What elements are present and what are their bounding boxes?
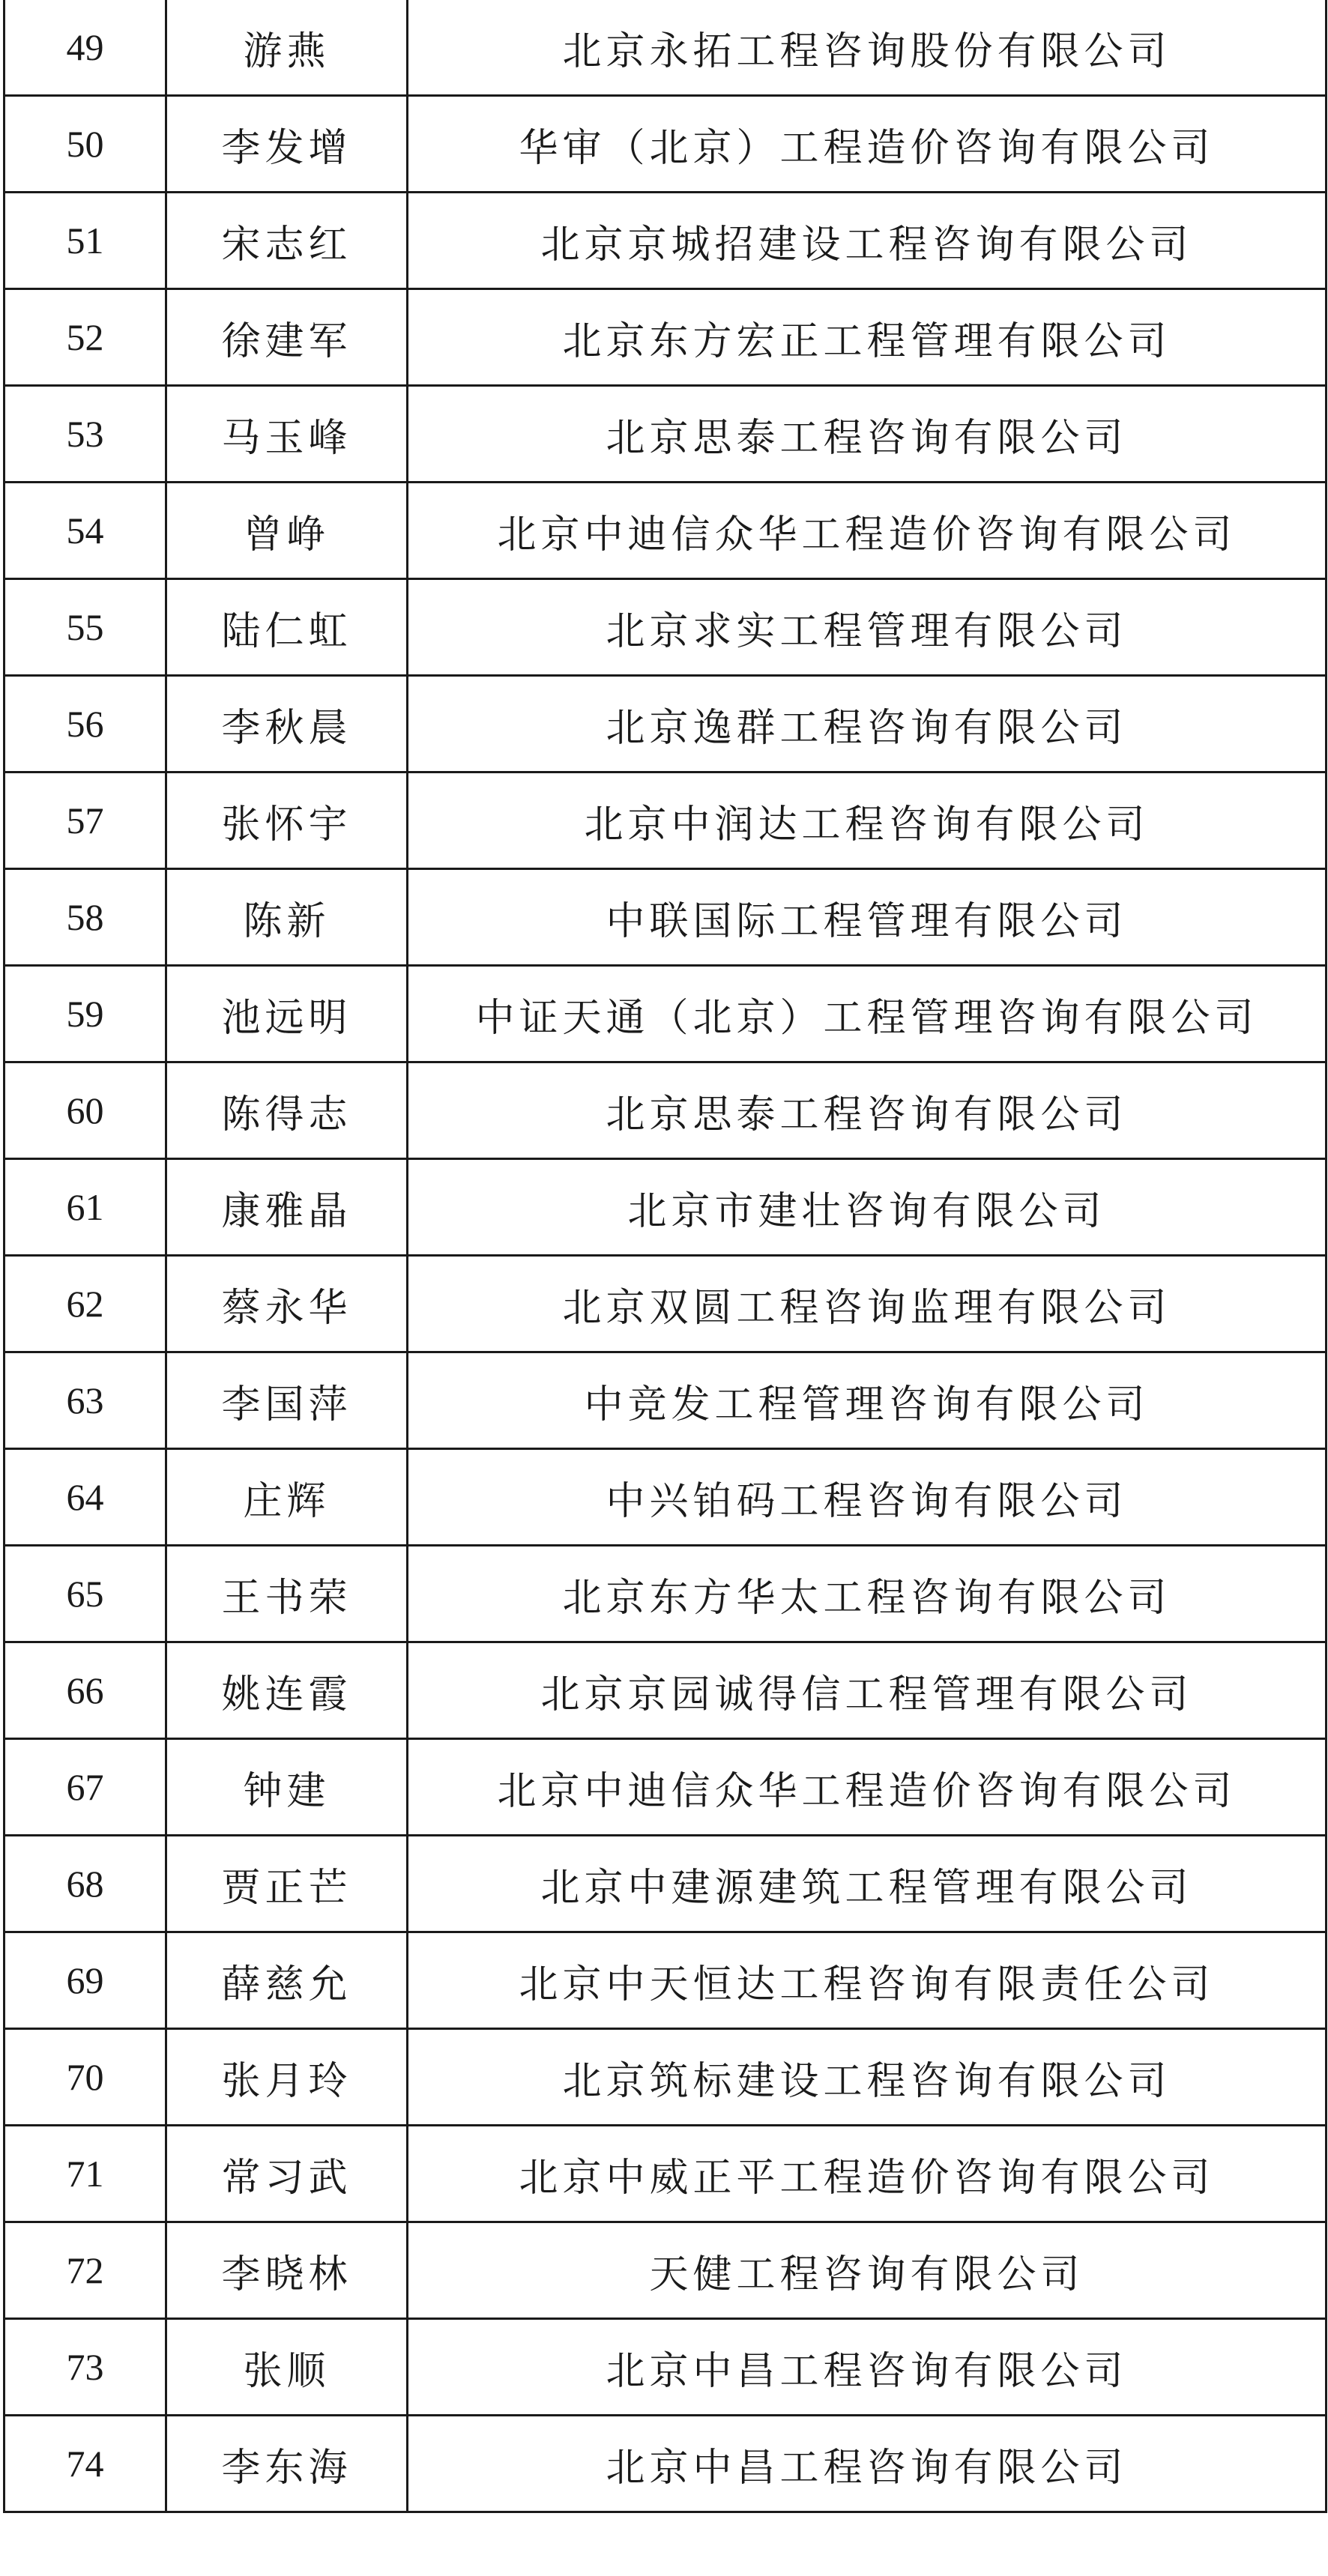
company-name: 北京东方华太工程咨询有限公司 bbox=[408, 1546, 1327, 1642]
table-row bbox=[4, 1449, 1327, 1546]
company-name: 北京中润达工程咨询有限公司 bbox=[408, 773, 1327, 869]
table-row bbox=[4, 289, 1327, 386]
company-name: 北京求实工程管理有限公司 bbox=[408, 579, 1327, 676]
company-name: 北京中威正平工程造价咨询有限公司 bbox=[408, 2126, 1327, 2222]
company-name: 北京双圆工程咨询监理有限公司 bbox=[408, 1256, 1327, 1352]
person-name: 李发增 bbox=[166, 96, 408, 193]
person-name: 庄辉 bbox=[166, 1449, 408, 1546]
table-row bbox=[4, 1256, 1327, 1352]
person-name: 曾峥 bbox=[166, 483, 408, 579]
company-name: 中证天通（北京）工程管理咨询有限公司 bbox=[408, 966, 1327, 1062]
company-name: 北京筑标建设工程咨询有限公司 bbox=[408, 2029, 1327, 2126]
row-number: 68 bbox=[4, 1836, 166, 1932]
row-number: 55 bbox=[4, 579, 166, 676]
company-name: 北京中昌工程咨询有限公司 bbox=[408, 2319, 1327, 2416]
row-number: 50 bbox=[4, 96, 166, 193]
table-row bbox=[4, 96, 1327, 193]
person-name: 马玉峰 bbox=[166, 386, 408, 483]
person-name: 徐建军 bbox=[166, 289, 408, 386]
company-name: 北京中建源建筑工程管理有限公司 bbox=[408, 1836, 1327, 1932]
company-name: 北京市建壮咨询有限公司 bbox=[408, 1159, 1327, 1256]
table-row bbox=[4, 773, 1327, 869]
table-row bbox=[4, 2126, 1327, 2222]
table-row bbox=[4, 2416, 1327, 2512]
table-body bbox=[4, 0, 1327, 2512]
person-name: 李秋晨 bbox=[166, 676, 408, 773]
row-number: 60 bbox=[4, 1062, 166, 1159]
person-name: 常习武 bbox=[166, 2126, 408, 2222]
row-number: 70 bbox=[4, 2029, 166, 2126]
company-name: 北京中迪信众华工程造价咨询有限公司 bbox=[408, 1739, 1327, 1836]
company-name: 北京逸群工程咨询有限公司 bbox=[408, 676, 1327, 773]
person-name: 李国萍 bbox=[166, 1352, 408, 1449]
company-name: 北京永拓工程咨询股份有限公司 bbox=[408, 0, 1327, 96]
company-name: 北京中天恒达工程咨询有限责任公司 bbox=[408, 1932, 1327, 2029]
row-number: 73 bbox=[4, 2319, 166, 2416]
row-number: 63 bbox=[4, 1352, 166, 1449]
row-number: 67 bbox=[4, 1739, 166, 1836]
company-name: 中兴铂码工程咨询有限公司 bbox=[408, 1449, 1327, 1546]
table-row bbox=[4, 869, 1327, 966]
table-row bbox=[4, 0, 1327, 96]
table-row bbox=[4, 2029, 1327, 2126]
person-name: 宋志红 bbox=[166, 193, 408, 289]
table-row bbox=[4, 1546, 1327, 1642]
table-row bbox=[4, 2222, 1327, 2319]
row-number: 57 bbox=[4, 773, 166, 869]
row-number: 53 bbox=[4, 386, 166, 483]
person-name: 王书荣 bbox=[166, 1546, 408, 1642]
person-name: 蔡永华 bbox=[166, 1256, 408, 1352]
table-row bbox=[4, 2319, 1327, 2416]
row-number: 71 bbox=[4, 2126, 166, 2222]
row-number: 65 bbox=[4, 1546, 166, 1642]
person-name: 薛慈允 bbox=[166, 1932, 408, 2029]
company-name: 北京思泰工程咨询有限公司 bbox=[408, 386, 1327, 483]
company-name: 北京思泰工程咨询有限公司 bbox=[408, 1062, 1327, 1159]
person-name: 陆仁虹 bbox=[166, 579, 408, 676]
company-name: 中联国际工程管理有限公司 bbox=[408, 869, 1327, 966]
person-name: 贾正芒 bbox=[166, 1836, 408, 1932]
row-number: 51 bbox=[4, 193, 166, 289]
person-name: 李晓林 bbox=[166, 2222, 408, 2319]
table-row bbox=[4, 386, 1327, 483]
company-name: 天健工程咨询有限公司 bbox=[408, 2222, 1327, 2319]
row-number: 54 bbox=[4, 483, 166, 579]
person-name: 李东海 bbox=[166, 2416, 408, 2512]
row-number: 74 bbox=[4, 2416, 166, 2512]
row-number: 69 bbox=[4, 1932, 166, 2029]
person-name: 陈得志 bbox=[166, 1062, 408, 1159]
person-name: 康雅晶 bbox=[166, 1159, 408, 1256]
company-name: 北京京城招建设工程咨询有限公司 bbox=[408, 193, 1327, 289]
person-name: 张怀宇 bbox=[166, 773, 408, 869]
company-name: 北京京园诚得信工程管理有限公司 bbox=[408, 1642, 1327, 1739]
table-row bbox=[4, 966, 1327, 1062]
person-name: 钟建 bbox=[166, 1739, 408, 1836]
table-row bbox=[4, 579, 1327, 676]
table-row bbox=[4, 1836, 1327, 1932]
company-name: 北京中昌工程咨询有限公司 bbox=[408, 2416, 1327, 2512]
table-row bbox=[4, 1062, 1327, 1159]
person-name: 姚连霞 bbox=[166, 1642, 408, 1739]
table-row bbox=[4, 193, 1327, 289]
row-number: 58 bbox=[4, 869, 166, 966]
table-row bbox=[4, 1642, 1327, 1739]
company-name: 北京中迪信众华工程造价咨询有限公司 bbox=[408, 483, 1327, 579]
row-number: 59 bbox=[4, 966, 166, 1062]
table-row bbox=[4, 1932, 1327, 2029]
row-number: 72 bbox=[4, 2222, 166, 2319]
person-name: 游燕 bbox=[166, 0, 408, 96]
table-row bbox=[4, 1739, 1327, 1836]
table-row bbox=[4, 676, 1327, 773]
personnel-table bbox=[3, 0, 1327, 2513]
row-number: 64 bbox=[4, 1449, 166, 1546]
table-row bbox=[4, 1159, 1327, 1256]
row-number: 49 bbox=[4, 0, 166, 96]
company-name: 中竞发工程管理咨询有限公司 bbox=[408, 1352, 1327, 1449]
person-name: 陈新 bbox=[166, 869, 408, 966]
row-number: 56 bbox=[4, 676, 166, 773]
person-name: 张顺 bbox=[166, 2319, 408, 2416]
table-row bbox=[4, 1352, 1327, 1449]
company-name: 北京东方宏正工程管理有限公司 bbox=[408, 289, 1327, 386]
person-name: 池远明 bbox=[166, 966, 408, 1062]
company-name: 华审（北京）工程造价咨询有限公司 bbox=[408, 96, 1327, 193]
row-number: 52 bbox=[4, 289, 166, 386]
row-number: 61 bbox=[4, 1159, 166, 1256]
row-number: 66 bbox=[4, 1642, 166, 1739]
table-row bbox=[4, 483, 1327, 579]
row-number: 62 bbox=[4, 1256, 166, 1352]
person-name: 张月玲 bbox=[166, 2029, 408, 2126]
